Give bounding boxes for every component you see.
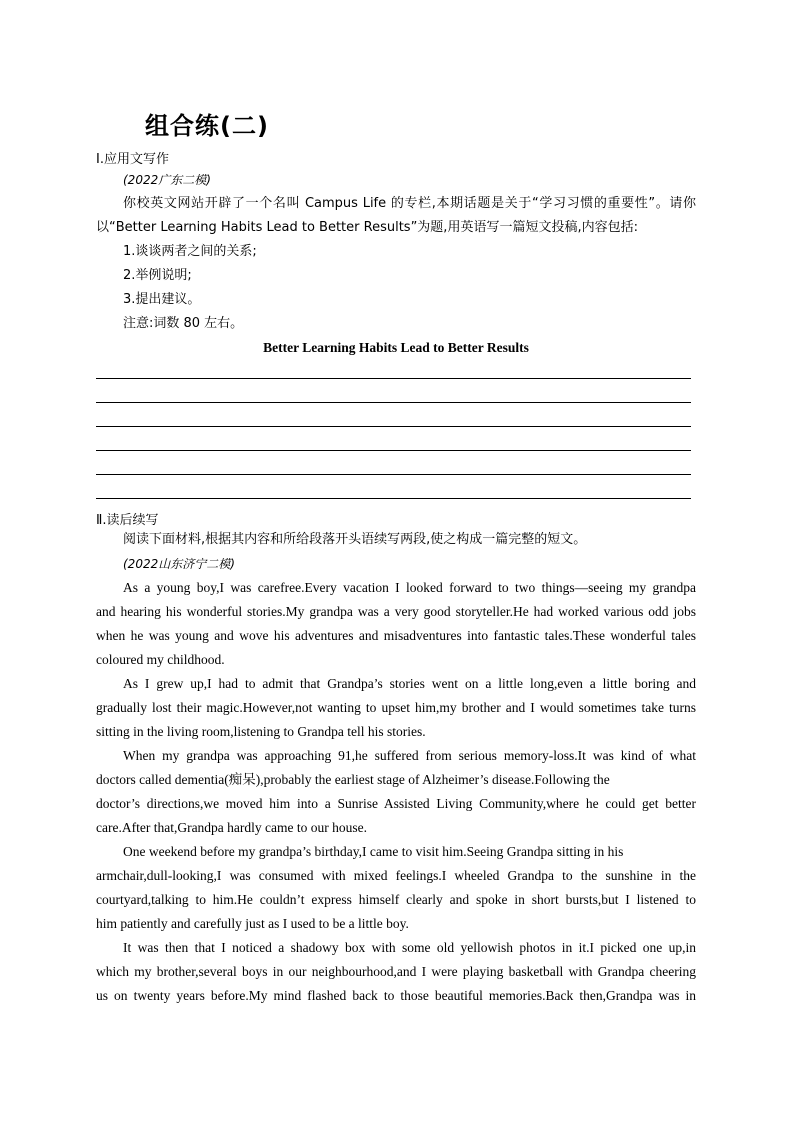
answer-line (96, 378, 691, 379)
passage-line: coloured my childhood. (96, 652, 225, 667)
passage-line: when he was young and wove his adventures and misadventures into fantastic tales.These wonderful tales (96, 628, 696, 643)
answer-line (96, 426, 691, 427)
passage-line: sitting in the living room,listening to Grandpa tell his stories. (96, 724, 426, 739)
passage-line: When my grandpa was approaching 91,he suffered from serious memory-loss.It was kind of what (123, 748, 696, 763)
point-2: 2.举例说明; (123, 268, 192, 283)
passage-line: As I grew up,I had to admit that Grandpa’s stories went on a little long,even a little boring and (123, 676, 696, 691)
page-title: 组合练(二) (145, 112, 269, 140)
answer-line (96, 474, 691, 475)
passage-line: As a young boy,I was carefree.Every vacation I looked forward to two things—seeing my grandpa (123, 580, 696, 595)
passage-line: doctors called dementia(痴呆),probably the earliest stage of Alzheimer’s disease.Following the (96, 772, 610, 787)
essay-title: Better Learning Habits Lead to Better Results (263, 340, 529, 355)
passage-line: It was then that I noticed a shadowy box with some old yellowish photos in it.I picked one up,in (123, 940, 696, 955)
point-3: 3.提出建议。 (123, 292, 201, 307)
passage-line: him patiently and carefully just as I used to be a little boy. (96, 916, 409, 931)
passage-line: gradually lost their magic.However,not wanting to upset him,my brother and I would sometimes take turns (96, 700, 696, 715)
passage-line: armchair,dull-looking,I was consumed with mixed feelings.I wheeled Grandpa to the sunshine in the (96, 868, 696, 883)
section-2-source: (2022山东济宁二模) (123, 557, 235, 571)
section-1-heading: Ⅰ.应用文写作 (96, 152, 169, 167)
passage-line: courtyard,talking to him.He couldn’t express himself clearly and spoke in short bursts,but I listened to (96, 892, 696, 907)
section-2-instruction: 阅读下面材料,根据其内容和所给段落开头语续写两段,使之构成一篇完整的短文。 (123, 532, 587, 547)
passage-line: doctor’s directions,we moved him into a Sunrise Assisted Living Community,where he could get better (96, 796, 696, 811)
prompt-line-2: 以“Better Learning Habits Lead to Better Results”为题,用英语写一篇短文投稿,内容包括: (96, 220, 638, 235)
passage-line: which my brother,several boys in our neighbourhood,and I were playing basketball with Grandpa cheering (96, 964, 696, 979)
passage-line: us on twenty years before.My mind flashed back to those beautiful memories.Back then,Grandpa was in (96, 988, 696, 1003)
answer-line (96, 450, 691, 451)
passage-line: One weekend before my grandpa’s birthday,I came to visit him.Seeing Grandpa sitting in his (123, 844, 624, 859)
passage-line: and hearing his wonderful stories.My grandpa was a very good storyteller.He had worked various odd jobs (96, 604, 696, 619)
answer-line (96, 498, 691, 499)
point-1: 1.谈谈两者之间的关系; (123, 244, 257, 259)
prompt-line-1: 你校英文网站开辟了一个名叫 Campus Life 的专栏,本期话题是关于“学习习惯的重要性”。请你 (123, 196, 696, 211)
section-2-heading: Ⅱ.读后续写 (96, 513, 159, 528)
section-1-source: (2022广东二模) (123, 173, 211, 187)
answer-line (96, 402, 691, 403)
word-count-note: 注意:词数 80 左右。 (123, 316, 244, 331)
passage-line: care.After that,Grandpa hardly came to our house. (96, 820, 368, 835)
